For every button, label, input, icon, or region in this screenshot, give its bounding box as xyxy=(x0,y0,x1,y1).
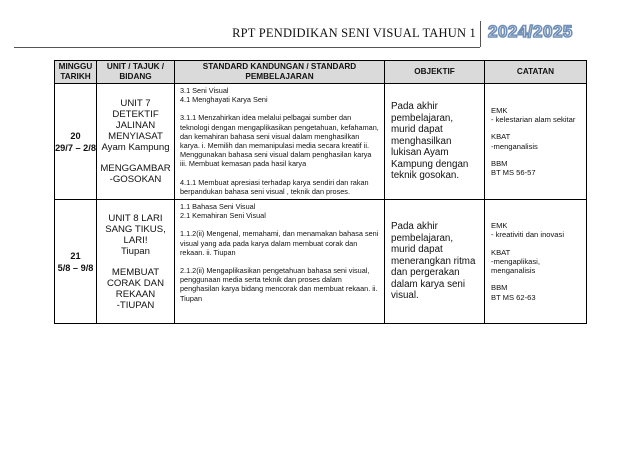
notes-cell: EMK - kelestarian alam sekitar KBAT -menganalisis BBM BT MS 56-57 xyxy=(485,84,587,200)
week-number: 21 xyxy=(70,250,81,261)
unit-cell: UNIT 7 DETEKTIF JALINAN MENYIASAT Ayam Kampung MENGGAMBAR -GOSOKAN xyxy=(97,84,175,200)
table-row xyxy=(55,84,587,200)
academic-year: 2024/2025 xyxy=(488,22,573,41)
week-cell xyxy=(55,200,97,324)
column-header-standard: STANDARD KANDUNGAN / STANDARD PEMBELAJARAN xyxy=(175,61,385,84)
header-underline xyxy=(14,47,480,48)
header-divider xyxy=(480,21,481,47)
table-row xyxy=(55,200,587,324)
objective-cell: Pada akhir pembelajaran, murid dapat menghasilkan lukisan Ayam Kampung dengan teknik gosokan. xyxy=(385,84,485,200)
table-header-row xyxy=(55,61,587,84)
lesson-plan-table xyxy=(54,60,587,324)
week-date: 5/8 – 9/8 xyxy=(57,262,94,273)
column-header-unit: UNIT / TAJUK / BIDANG xyxy=(97,61,175,84)
unit-cell: UNIT 8 LARI SANG TIKUS, LARI! Tiupan MEMBUAT CORAK DAN REKAAN -TIUPAN xyxy=(97,200,175,324)
page-header xyxy=(0,21,638,47)
week-date: 29/7 – 2/8 xyxy=(55,142,96,153)
column-header-week: MINGGU TARIKH xyxy=(55,61,97,84)
standard-cell: 1.1 Bahasa Seni Visual 2.1 Kemahiran Seni Visual 1.1.2(ii) Mengenal, memahami, dan menamakan bahasa seni visual yang ada pada karya dalam membuat corak dan rekaan. ii. Tiupan 2.1.2(ii) Mengaplikasikan pengetahuan bahasa seni visual, penggunaan media serta teknik dan proses dalam penghasilan karya bidang mencorak dan membuat rekaan. ii. Tiupan xyxy=(175,200,385,324)
notes-cell: EMK - kreativiti dan inovasi KBAT -mengaplikasi, menganalisis BBM BT MS 62-63 xyxy=(485,200,587,324)
standard-cell: 3.1 Seni Visual 4.1 Menghayati Karya Seni 3.1.1 Menzahirkan idea melalui pelbagai sumber dan teknologi dengan mengaplikasikan pengetahuan, kefahaman, dan kemahiran bahasa seni visual dalam menghasilkan karya. i. Memilih dan memanipulasi media secara kreatif ii. Menggunakan bahasa seni visual dalam penghasilan karya iii. Membuat kemasan pada hasil karya 4.1.1 Membuat apresiasi terhadap karya sendiri dan rakan berpandukan bahasa seni visual , teknik dan proses. xyxy=(175,84,385,200)
document-title: RPT PENDIDIKAN SENI VISUAL TAHUN 1 xyxy=(232,26,476,40)
week-cell xyxy=(55,84,97,200)
week-number: 20 xyxy=(70,130,81,141)
column-header-notes: CATATAN xyxy=(485,61,587,84)
objective-cell: Pada akhir pembelajaran, murid dapat menerangkan ritma dan pergerakan dalam karya seni visual. xyxy=(385,200,485,324)
column-header-objective: OBJEKTIF xyxy=(385,61,485,84)
